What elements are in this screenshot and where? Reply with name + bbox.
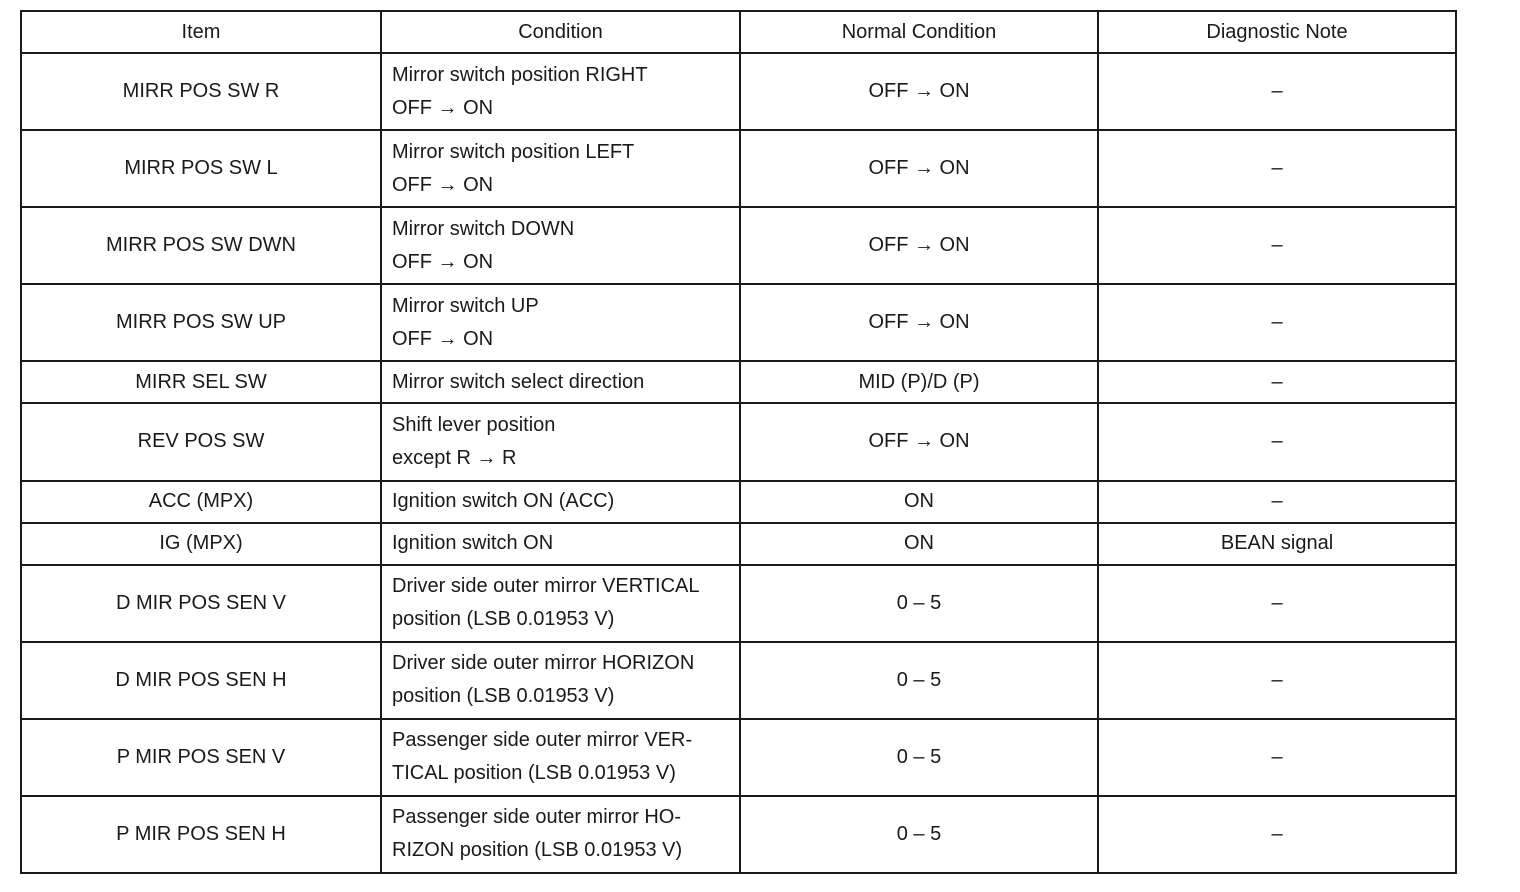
cell-normal-condition: OFF → ON: [740, 207, 1098, 284]
condition-line: Ignition switch ON: [392, 532, 554, 555]
table-row: [21, 796, 1456, 873]
condition-line: Passenger side outer mirror VER-: [392, 729, 693, 752]
cell-normal-condition: OFF → ON: [740, 130, 1098, 207]
cell-normal-condition: MID (P)/D (P): [740, 361, 1098, 403]
table-row: [21, 207, 1456, 284]
table-row: [21, 523, 1456, 565]
condition-line: OFF → ON: [392, 250, 494, 273]
condition-line: Mirror switch position LEFT: [392, 140, 635, 163]
diagnostic-table: [20, 10, 1457, 874]
cell-condition: [381, 130, 740, 207]
cell-item: IG (MPX): [21, 523, 381, 565]
table-row: [21, 403, 1456, 480]
table-row: [21, 284, 1456, 361]
cell-diagnostic-note: –: [1098, 642, 1456, 719]
cell-diagnostic-note: –: [1098, 361, 1456, 403]
cell-normal-condition: ON: [740, 481, 1098, 523]
cell-normal-condition: 0 – 5: [740, 719, 1098, 796]
condition-line: Driver side outer mirror VERTICAL: [392, 575, 700, 598]
condition-line: Mirror switch UP: [392, 294, 539, 317]
cell-item: MIRR POS SW R: [21, 53, 381, 130]
table-row: [21, 565, 1456, 642]
condition-line: TICAL position (LSB 0.01953 V): [392, 762, 676, 785]
condition-line: OFF → ON: [392, 173, 494, 196]
condition-line: Mirror switch DOWN: [392, 217, 575, 240]
condition-line: Mirror switch position RIGHT: [392, 63, 648, 86]
header-normal-condition: Normal Condition: [740, 11, 1098, 53]
cell-condition: [381, 284, 740, 361]
cell-normal-condition: 0 – 5: [740, 796, 1098, 873]
cell-normal-condition: OFF → ON: [740, 403, 1098, 480]
condition-line: Passenger side outer mirror HO-: [392, 806, 681, 829]
condition-line: except R → R: [392, 446, 517, 469]
condition-line: Mirror switch select direction: [392, 370, 645, 393]
cell-diagnostic-note: –: [1098, 403, 1456, 480]
cell-normal-condition: 0 – 5: [740, 642, 1098, 719]
table-row: [21, 719, 1456, 796]
table-row: [21, 53, 1456, 130]
header-diagnostic-note: Diagnostic Note: [1098, 11, 1456, 53]
cell-normal-condition: 0 – 5: [740, 565, 1098, 642]
cell-item: P MIR POS SEN H: [21, 796, 381, 873]
cell-item: ACC (MPX): [21, 481, 381, 523]
cell-condition: [381, 361, 740, 403]
cell-diagnostic-note: –: [1098, 284, 1456, 361]
table-row: [21, 642, 1456, 719]
cell-item: MIRR POS SW L: [21, 130, 381, 207]
cell-diagnostic-note: –: [1098, 481, 1456, 523]
cell-normal-condition: OFF → ON: [740, 284, 1098, 361]
cell-item: MIRR POS SW UP: [21, 284, 381, 361]
cell-item: MIRR POS SW DWN: [21, 207, 381, 284]
condition-line: position (LSB 0.01953 V): [392, 685, 615, 708]
table-header-row: [21, 11, 1456, 53]
cell-condition: [381, 642, 740, 719]
cell-condition: [381, 53, 740, 130]
condition-line: OFF → ON: [392, 327, 494, 350]
cell-condition: [381, 565, 740, 642]
cell-item: D MIR POS SEN H: [21, 642, 381, 719]
cell-item: D MIR POS SEN V: [21, 565, 381, 642]
condition-line: OFF → ON: [392, 96, 494, 119]
header-condition: Condition: [381, 11, 740, 53]
cell-diagnostic-note: –: [1098, 53, 1456, 130]
cell-condition: [381, 403, 740, 480]
header-item: Item: [21, 11, 381, 53]
cell-item: MIRR SEL SW: [21, 361, 381, 403]
condition-line: position (LSB 0.01953 V): [392, 608, 615, 631]
table-row: [21, 130, 1456, 207]
cell-diagnostic-note: –: [1098, 565, 1456, 642]
cell-diagnostic-note: –: [1098, 796, 1456, 873]
cell-condition: [381, 207, 740, 284]
cell-diagnostic-note: –: [1098, 719, 1456, 796]
cell-diagnostic-note: –: [1098, 207, 1456, 284]
cell-normal-condition: OFF → ON: [740, 53, 1098, 130]
table-row: [21, 361, 1456, 403]
cell-condition: [381, 719, 740, 796]
cell-condition: [381, 523, 740, 565]
condition-line: Shift lever position: [392, 413, 556, 436]
cell-item: REV POS SW: [21, 403, 381, 480]
condition-line: Ignition switch ON (ACC): [392, 490, 615, 513]
condition-line: RIZON position (LSB 0.01953 V): [392, 839, 683, 862]
cell-normal-condition: ON: [740, 523, 1098, 565]
cell-item: P MIR POS SEN V: [21, 719, 381, 796]
cell-condition: [381, 796, 740, 873]
cell-condition: [381, 481, 740, 523]
table-row: [21, 481, 1456, 523]
cell-diagnostic-note: BEAN signal: [1098, 523, 1456, 565]
condition-line: Driver side outer mirror HORIZON: [392, 652, 695, 675]
cell-diagnostic-note: –: [1098, 130, 1456, 207]
